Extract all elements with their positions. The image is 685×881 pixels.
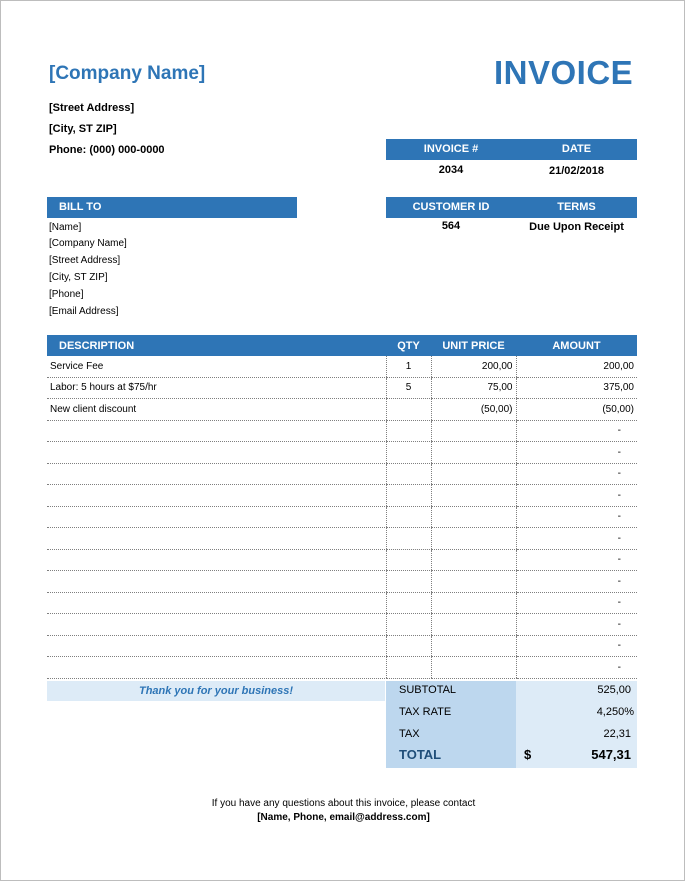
footer-contact-note: If you have any questions about this invoice, please contact — [211, 798, 476, 809]
summary-values — [516, 681, 637, 768]
item-unit-price — [431, 506, 516, 528]
footer-contact-info: [Name, Phone, email@address.com] — [257, 812, 430, 823]
column-header-amount: AMOUNT — [516, 335, 637, 356]
subtotal-value: 525,00 — [597, 684, 631, 696]
item-amount: - — [516, 506, 637, 528]
item-qty — [386, 571, 431, 593]
bill-to-label: BILL TO — [59, 201, 102, 213]
summary-labels — [386, 681, 516, 768]
payment-terms: Due Upon Receipt — [529, 221, 624, 233]
item-qty — [386, 635, 431, 657]
item-amount: - — [516, 657, 637, 679]
item-amount: - — [516, 420, 637, 442]
bill-to-street: [Street Address] — [49, 255, 121, 266]
item-amount: - — [516, 549, 637, 571]
customer-id: 564 — [441, 220, 461, 232]
bill-to-city: [City, ST ZIP] — [49, 272, 108, 283]
item-unit-price — [431, 592, 516, 614]
item-amount: - — [516, 485, 637, 507]
date-label: DATE — [561, 143, 592, 155]
item-unit-price — [431, 442, 516, 464]
customer-id-label: CUSTOMER ID — [412, 201, 490, 213]
document-title: INVOICE — [494, 54, 634, 91]
column-header-qty: QTY — [386, 335, 431, 356]
item-amount: - — [516, 528, 637, 550]
item-unit-price — [431, 528, 516, 550]
item-unit-price — [431, 420, 516, 442]
table-row — [47, 571, 637, 593]
item-qty — [386, 485, 431, 507]
item-description — [47, 420, 386, 442]
item-amount: - — [516, 614, 637, 636]
invoice-number: 2034 — [438, 164, 464, 176]
item-qty — [386, 614, 431, 636]
item-unit-price — [431, 657, 516, 679]
item-description — [47, 463, 386, 485]
item-unit-price: (50,00) — [431, 399, 516, 421]
table-row — [47, 442, 637, 464]
item-description: Labor: 5 hours at $75/hr — [47, 377, 386, 399]
item-description — [47, 506, 386, 528]
item-unit-price — [431, 485, 516, 507]
item-description — [47, 442, 386, 464]
item-amount: (50,00) — [516, 399, 637, 421]
item-unit-price — [431, 571, 516, 593]
column-header-description: DESCRIPTION — [47, 335, 386, 356]
total-value: 547,31 — [591, 747, 631, 762]
total-label: TOTAL — [399, 747, 442, 762]
bill-to-name: [Name] — [49, 222, 82, 233]
item-unit-price — [431, 614, 516, 636]
item-amount: 200,00 — [516, 356, 637, 377]
column-header-unit-price: UNIT PRICE — [431, 335, 516, 356]
table-row — [47, 657, 637, 679]
item-qty — [386, 528, 431, 550]
item-description — [47, 485, 386, 507]
item-qty — [386, 549, 431, 571]
thank-you-note: Thank you for your business! — [47, 681, 385, 701]
item-qty — [386, 399, 431, 421]
invoice-meta-header — [386, 139, 637, 160]
invoice-date: 21/02/2018 — [548, 165, 605, 177]
table-row — [47, 356, 637, 377]
phone: Phone: (000) 000-0000 — [49, 144, 165, 156]
table-row — [47, 377, 637, 399]
item-description — [47, 614, 386, 636]
item-description — [47, 657, 386, 679]
table-row — [47, 528, 637, 550]
street-address: [Street Address] — [49, 102, 135, 114]
item-description — [47, 571, 386, 593]
table-row — [47, 592, 637, 614]
item-unit-price — [431, 635, 516, 657]
item-qty — [386, 463, 431, 485]
tax-label: TAX — [399, 728, 420, 740]
item-qty: 1 — [386, 356, 431, 377]
company-name: [Company Name] — [49, 63, 206, 84]
item-unit-price: 200,00 — [431, 356, 516, 377]
item-unit-price: 75,00 — [431, 377, 516, 399]
table-header-row — [47, 335, 637, 356]
item-amount: - — [516, 592, 637, 614]
item-unit-price — [431, 549, 516, 571]
bill-to-phone: [Phone] — [49, 289, 84, 300]
item-qty — [386, 420, 431, 442]
item-description — [47, 635, 386, 657]
invoice-number-label: INVOICE # — [423, 143, 479, 155]
item-description: New client discount — [47, 399, 386, 421]
item-amount: 375,00 — [516, 377, 637, 399]
subtotal-label: SUBTOTAL — [399, 684, 457, 696]
customer-terms-header — [386, 197, 637, 218]
line-items-table — [47, 335, 637, 679]
item-qty — [386, 592, 431, 614]
item-description: Service Fee — [47, 356, 386, 377]
bill-to-header — [47, 197, 297, 218]
table-row — [47, 420, 637, 442]
table-row — [47, 506, 637, 528]
table-row — [47, 399, 637, 421]
item-qty — [386, 506, 431, 528]
item-description — [47, 592, 386, 614]
tax-rate-label: TAX RATE — [399, 706, 452, 718]
item-qty — [386, 657, 431, 679]
item-description — [47, 549, 386, 571]
item-amount: - — [516, 442, 637, 464]
tax-value: 22,31 — [603, 728, 631, 740]
tax-rate-value: 4,250% — [596, 706, 634, 718]
item-unit-price — [431, 463, 516, 485]
item-amount: - — [516, 463, 637, 485]
city-state-zip: [City, ST ZIP] — [49, 123, 117, 135]
item-qty — [386, 442, 431, 464]
table-row — [47, 635, 637, 657]
table-row — [47, 463, 637, 485]
bill-to-email: [Email Address] — [49, 306, 119, 317]
bill-to-company: [Company Name] — [49, 238, 127, 249]
item-qty: 5 — [386, 377, 431, 399]
table-row — [47, 485, 637, 507]
line-items-body — [47, 356, 637, 678]
table-row — [47, 614, 637, 636]
currency-symbol: $ — [524, 747, 532, 762]
item-amount: - — [516, 635, 637, 657]
terms-label: TERMS — [557, 201, 596, 213]
item-description — [47, 528, 386, 550]
table-row — [47, 549, 637, 571]
item-amount: - — [516, 571, 637, 593]
